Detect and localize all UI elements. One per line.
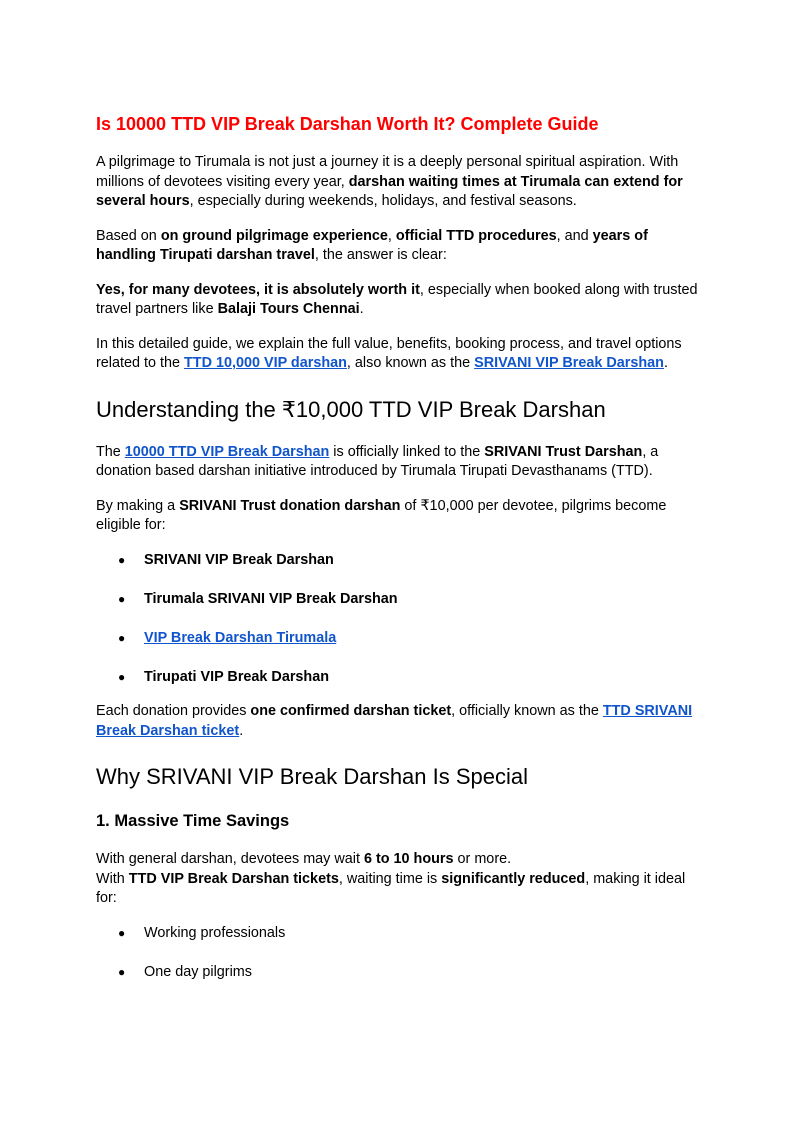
section-heading-why-special: Why SRIVANI VIP Break Darshan Is Special <box>96 764 529 789</box>
document-page <box>96 113 700 997</box>
document-title: Is 10000 TTD VIP Break Darshan Worth It? Complete Guide <box>96 114 599 134</box>
intro-paragraph-3: Yes, for many devotees, it is absolutely worth it, especially when booked along with trusted travel partners like Balaji Tours Chennai. <box>96 281 698 317</box>
section1-paragraph-3: Each donation provides one confirmed darshan ticket, officially known as the TTD SRIVANI Break Darshan ticket. <box>96 703 693 739</box>
bullet-icon: ● <box>118 964 126 979</box>
intro-paragraph-1: A pilgrimage to Tirumala is not just a journey it is a deeply personal spiritual aspiration. With millions of devotees visiting every year, darshan waiting times at Tirumala can extend for several hours, especially during weekends, holidays, and festival seasons. <box>96 154 683 209</box>
intro-paragraph-4: In this detailed guide, we explain the full value, benefits, booking process, and travel options related to the TTD 10,000 VIP darshan, also known as the SRIVANI VIP Break Darshan. <box>96 335 682 371</box>
bullet-icon: ● <box>118 591 126 606</box>
list-item: ● One day pilgrims <box>96 963 700 983</box>
subheading-time-savings: 1. Massive Time Savings <box>96 812 290 830</box>
eligibility-list <box>96 551 700 688</box>
list-item: ● SRIVANI VIP Break Darshan <box>96 551 700 571</box>
section1-paragraph-2: By making a SRIVANI Trust donation darshan of ₹10,000 per devotee, pilgrims become eligible for: <box>96 497 667 533</box>
link-srivani-vip-break-darshan[interactable]: SRIVANI VIP Break Darshan <box>474 355 664 371</box>
link-ttd-10000-vip-darshan[interactable]: TTD 10,000 VIP darshan <box>184 355 347 371</box>
section1-paragraph-1: The 10000 TTD VIP Break Darshan is officially linked to the SRIVANI Trust Darshan, a donation based darshan initiative introduced by Tirumala Tirupati Devasthanams (TTD). <box>96 443 659 479</box>
intro-paragraph-2: Based on on ground pilgrimage experience, official TTD procedures, and years of handling Tirupati darshan travel, the answer is clear: <box>96 227 648 263</box>
list-item: ● Tirupati VIP Break Darshan <box>96 668 700 688</box>
bullet-icon: ● <box>118 552 126 567</box>
link-10000-ttd-vip-break-darshan[interactable]: 10000 TTD VIP Break Darshan <box>124 443 330 460</box>
link-ttd-srivani-break-darshan-ticket[interactable]: TTD SRIVANI Break Darshan ticket <box>96 703 693 739</box>
section-heading-understanding: Understanding the ₹10,000 TTD VIP Break Darshan <box>96 396 606 422</box>
bullet-icon: ● <box>118 630 126 645</box>
list-item: ● Tirumala SRIVANI VIP Break Darshan <box>96 590 700 610</box>
ideal-for-list <box>96 924 700 983</box>
time-savings-paragraph: With general darshan, devotees may wait 6 to 10 hours or more. With TTD VIP Break Darshan tickets, waiting time is significantly reduced, making it ideal for: <box>96 851 686 906</box>
bullet-icon: ● <box>118 669 126 684</box>
list-item <box>96 629 700 649</box>
bullet-icon: ● <box>118 925 126 940</box>
list-item: ● Working professionals <box>96 924 700 944</box>
link-vip-break-darshan-tirumala[interactable]: VIP Break Darshan Tirumala <box>144 629 337 646</box>
